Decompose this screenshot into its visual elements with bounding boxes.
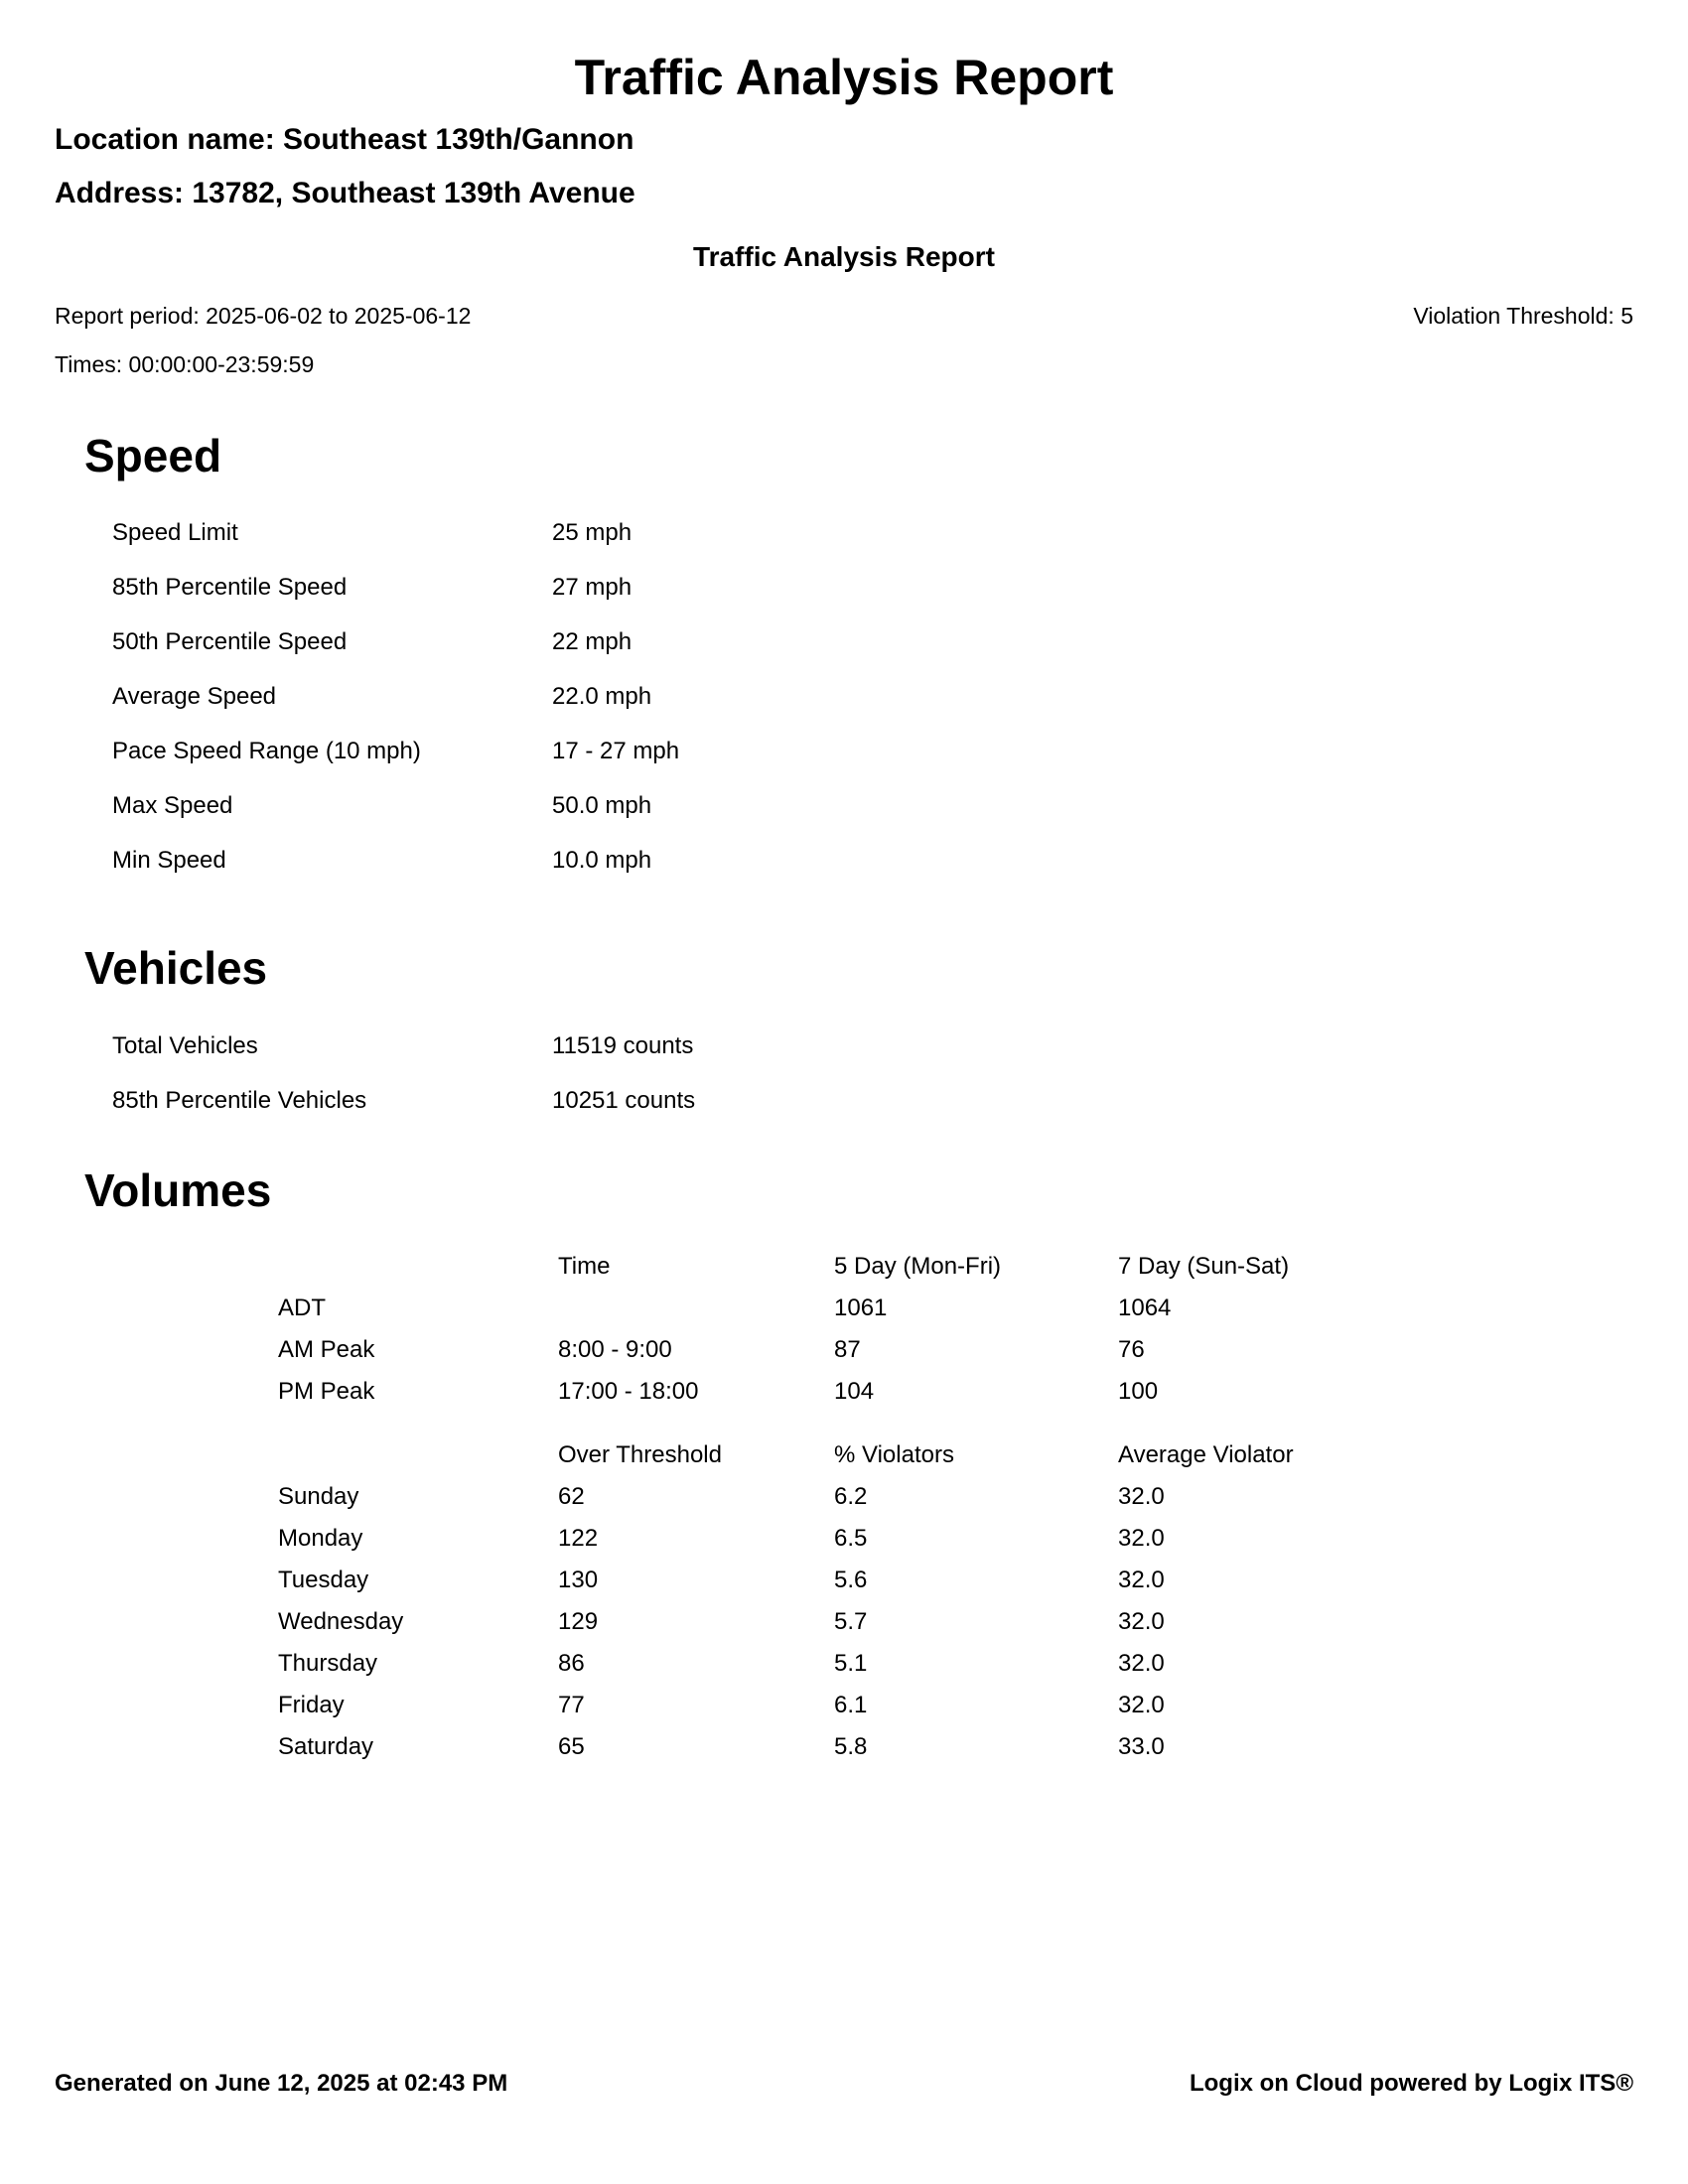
table-cell: 122 <box>558 1524 599 1552</box>
table-cell: 86 <box>558 1649 585 1677</box>
table-cell: 1061 <box>834 1294 888 1321</box>
table-row <box>278 1609 1633 1635</box>
violation-threshold: Violation Threshold: 5 <box>1413 302 1633 329</box>
table-cell: 5.8 <box>834 1732 868 1760</box>
speed-row <box>55 575 1633 601</box>
table-cell: Tuesday <box>278 1566 369 1593</box>
table-row <box>278 1296 1633 1321</box>
table-cell: AM Peak <box>278 1335 375 1363</box>
table-header-cell: % Violators <box>834 1440 954 1468</box>
vehicles-section-heading: Vehicles <box>84 942 268 995</box>
table-row <box>278 1693 1633 1718</box>
table-cell: PM Peak <box>278 1377 375 1405</box>
speed-row-label: 85th Percentile Speed <box>112 574 348 602</box>
table-cell: 32.0 <box>1118 1691 1165 1718</box>
table-cell: 62 <box>558 1482 585 1510</box>
table-header-cell <box>278 1254 558 1280</box>
table-cell: Sunday <box>278 1482 359 1510</box>
table-cell: Friday <box>278 1691 345 1718</box>
table-cell: 32.0 <box>1118 1566 1165 1593</box>
table-cell: Thursday <box>278 1649 378 1677</box>
table-header-cell: Over Threshold <box>558 1440 722 1468</box>
volumes-peak-table <box>278 1254 1633 1405</box>
table-row <box>278 1568 1633 1593</box>
speed-row-value: 25 mph <box>552 519 633 547</box>
table-cell: 87 <box>834 1335 861 1363</box>
table-header-cell <box>278 1442 558 1468</box>
speed-row <box>55 793 1633 819</box>
speed-row <box>55 739 1633 764</box>
speed-table <box>55 520 1633 874</box>
table-header-cell: 5 Day (Mon-Fri) <box>834 1252 1002 1280</box>
speed-row-value: 50.0 mph <box>552 792 652 820</box>
table-cell: 130 <box>558 1566 599 1593</box>
table-cell: 17:00 - 18:00 <box>558 1377 699 1405</box>
speed-row-value: 22 mph <box>552 628 633 656</box>
table-cell: 76 <box>1118 1335 1145 1363</box>
table-cell: 77 <box>558 1691 585 1718</box>
vehicles-row-value: 10251 counts <box>552 1087 696 1115</box>
table-row <box>278 1337 1633 1363</box>
speed-row-value: 27 mph <box>552 574 633 602</box>
speed-section-heading: Speed <box>84 429 222 481</box>
table-cell: 8:00 - 9:00 <box>558 1335 672 1363</box>
report-meta-row <box>55 303 1633 331</box>
table-cell: 100 <box>1118 1377 1159 1405</box>
report-period: Report period: 2025-06-02 to 2025-06-12 <box>55 302 472 329</box>
table-cell: 65 <box>558 1732 585 1760</box>
table-cell: 32.0 <box>1118 1649 1165 1677</box>
volumes-violators-table <box>278 1442 1633 1760</box>
report-times: Times: 00:00:00-23:59:59 <box>55 351 315 378</box>
location-line: Location name: Southeast 139th/Gannon <box>55 122 634 156</box>
footer-generated-timestamp: Generated on June 12, 2025 at 02:43 PM <box>55 2070 508 2097</box>
table-header-cell: Average Violator <box>1118 1440 1294 1468</box>
table-cell: 33.0 <box>1118 1732 1165 1760</box>
table-header-row <box>278 1442 1633 1468</box>
vehicles-row-label: Total Vehicles <box>112 1032 258 1060</box>
table-cell: Monday <box>278 1524 363 1552</box>
table-row <box>278 1526 1633 1552</box>
vehicles-table <box>55 1033 1633 1114</box>
report-subtitle: Traffic Analysis Report <box>693 240 995 272</box>
page-footer <box>55 2070 1633 2098</box>
speed-row <box>55 684 1633 710</box>
table-cell: 6.5 <box>834 1524 868 1552</box>
table-cell: 104 <box>834 1377 875 1405</box>
table-cell: 5.6 <box>834 1566 868 1593</box>
table-cell <box>558 1296 834 1321</box>
speed-row <box>55 848 1633 874</box>
table-cell: 129 <box>558 1607 599 1635</box>
speed-row <box>55 629 1633 655</box>
speed-row-value: 10.0 mph <box>552 847 652 875</box>
vehicles-row <box>55 1088 1633 1114</box>
volumes-section-heading: Volumes <box>84 1164 272 1217</box>
vehicles-row-label: 85th Percentile Vehicles <box>112 1087 367 1115</box>
table-row <box>278 1651 1633 1677</box>
speed-row <box>55 520 1633 546</box>
table-header-row <box>278 1254 1633 1280</box>
table-cell: 32.0 <box>1118 1482 1165 1510</box>
table-cell: 5.7 <box>834 1607 868 1635</box>
table-cell: 1064 <box>1118 1294 1172 1321</box>
table-header-cell: Time <box>558 1252 611 1280</box>
speed-row-label: Pace Speed Range (10 mph) <box>112 738 421 765</box>
table-cell: 32.0 <box>1118 1607 1165 1635</box>
vehicles-row <box>55 1033 1633 1059</box>
speed-row-label: Min Speed <box>112 847 226 875</box>
speed-row-label: 50th Percentile Speed <box>112 628 348 656</box>
table-cell: 6.1 <box>834 1691 868 1718</box>
table-cell: 32.0 <box>1118 1524 1165 1552</box>
table-cell: ADT <box>278 1294 326 1321</box>
speed-row-label: Average Speed <box>112 683 277 711</box>
footer-brand: Logix on Cloud powered by Logix ITS® <box>1189 2070 1633 2097</box>
table-cell: Wednesday <box>278 1607 404 1635</box>
address-line: Address: 13782, Southeast 139th Avenue <box>55 177 635 209</box>
speed-row-value: 17 - 27 mph <box>552 738 680 765</box>
table-cell: Saturday <box>278 1732 374 1760</box>
speed-row-label: Speed Limit <box>112 519 238 547</box>
speed-row-label: Max Speed <box>112 792 233 820</box>
table-cell: 5.1 <box>834 1649 868 1677</box>
vehicles-row-value: 11519 counts <box>552 1032 694 1060</box>
speed-row-value: 22.0 mph <box>552 683 652 711</box>
report-title: Traffic Analysis Report <box>574 50 1114 105</box>
table-row <box>278 1734 1633 1760</box>
table-cell: 6.2 <box>834 1482 868 1510</box>
table-row <box>278 1484 1633 1510</box>
table-row <box>278 1379 1633 1405</box>
table-header-cell: 7 Day (Sun-Sat) <box>1118 1252 1290 1280</box>
